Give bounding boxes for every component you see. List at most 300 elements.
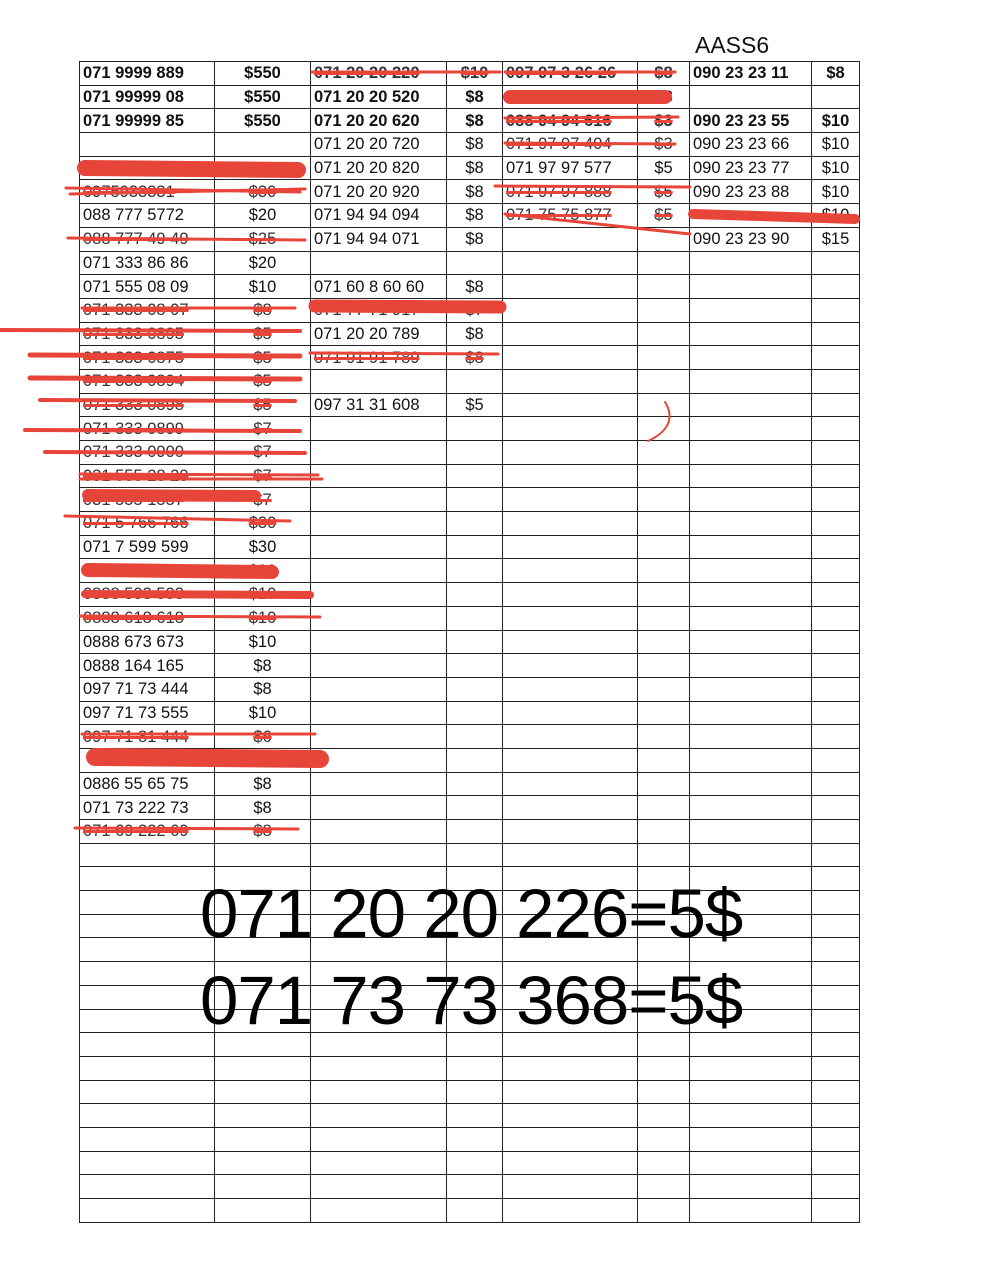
number-cell: [690, 512, 812, 536]
price-cell: [638, 464, 690, 488]
price-cell: [812, 606, 860, 630]
price-cell: $6: [215, 725, 311, 749]
number-cell: [690, 701, 812, 725]
number-cell: [503, 1056, 638, 1080]
number-cell: [80, 748, 215, 772]
price-cell: [638, 820, 690, 844]
number-cell: [690, 843, 812, 867]
number-cell: 071 20 20 920: [311, 180, 447, 204]
number-cell: 031 555 28 29: [80, 464, 215, 488]
number-cell: 090 23 23 90: [690, 227, 812, 251]
number-cell: [690, 204, 812, 228]
price-cell: $10: [812, 133, 860, 157]
price-cell: [638, 630, 690, 654]
number-cell: [80, 843, 215, 867]
price-cell: [638, 772, 690, 796]
price-cell: [812, 393, 860, 417]
price-cell: [638, 393, 690, 417]
number-cell: 071 97 97 577: [503, 156, 638, 180]
number-cell: 0888 593 593: [80, 583, 215, 607]
price-cell: [812, 891, 860, 915]
table-row: [80, 748, 860, 772]
price-cell: [447, 441, 503, 465]
number-cell: 071 20 20 720: [311, 133, 447, 157]
price-cell: [215, 1175, 311, 1199]
price-cell: $10: [447, 62, 503, 86]
table-row: [80, 1199, 860, 1223]
number-cell: 097 71 73 444: [80, 677, 215, 701]
price-cell: [638, 275, 690, 299]
number-cell: [311, 725, 447, 749]
price-cell: [638, 725, 690, 749]
number-cell: [503, 227, 638, 251]
number-cell: [311, 748, 447, 772]
price-cell: [447, 725, 503, 749]
number-cell: [503, 820, 638, 844]
price-cell: $10: [812, 109, 860, 133]
price-cell: [447, 772, 503, 796]
price-cell: $3: [638, 109, 690, 133]
number-cell: 088 777 5772: [80, 204, 215, 228]
price-cell: $8: [447, 85, 503, 109]
price-cell: [447, 1080, 503, 1104]
number-cell: [311, 559, 447, 583]
number-cell: [311, 535, 447, 559]
price-cell: $10: [812, 156, 860, 180]
price-cell: $10: [215, 275, 311, 299]
number-cell: 090 23 23 11: [690, 62, 812, 86]
table-row: [80, 298, 860, 322]
table-row: [80, 275, 860, 299]
price-cell: [447, 677, 503, 701]
table-row: [80, 441, 860, 465]
table-row: [80, 109, 860, 133]
table-row: [80, 606, 860, 630]
price-cell: [812, 369, 860, 393]
price-cell: [447, 512, 503, 536]
number-cell: [311, 820, 447, 844]
price-cell: [447, 583, 503, 607]
number-cell: [311, 583, 447, 607]
table-row: [80, 1151, 860, 1175]
price-cell: $550: [215, 62, 311, 86]
sheet-title: AASS6: [695, 32, 770, 58]
number-cell: 071 99999 08: [80, 85, 215, 109]
price-cell: [447, 606, 503, 630]
price-cell: [447, 843, 503, 867]
table-row: [80, 180, 860, 204]
table-row: [80, 1127, 860, 1151]
number-cell: [503, 677, 638, 701]
table-row: [80, 1104, 860, 1128]
number-cell: [80, 962, 215, 986]
number-cell: [311, 1151, 447, 1175]
number-cell: 0886 55 65 75: [80, 772, 215, 796]
number-cell: [503, 417, 638, 441]
number-cell: [690, 1151, 812, 1175]
price-cell: $30: [215, 535, 311, 559]
price-cell: $10: [812, 204, 860, 228]
price-cell: $5: [638, 156, 690, 180]
number-cell: 071 77 71 917: [311, 298, 447, 322]
number-cell: [80, 1127, 215, 1151]
table-row: [80, 1175, 860, 1199]
number-cell: [80, 1199, 215, 1223]
table-row: [80, 417, 860, 441]
number-cell: [690, 772, 812, 796]
price-cell: $7: [215, 488, 311, 512]
price-cell: [638, 1056, 690, 1080]
number-cell: [311, 251, 447, 275]
price-cell: [812, 914, 860, 938]
price-cell: [812, 464, 860, 488]
price-cell: [638, 417, 690, 441]
table-row: [80, 796, 860, 820]
number-cell: [503, 1175, 638, 1199]
number-cell: [503, 1127, 638, 1151]
number-cell: [80, 156, 215, 180]
price-cell: [812, 843, 860, 867]
price-cell: [447, 701, 503, 725]
number-cell: 071 97 97 888: [503, 180, 638, 204]
price-cell: $5: [447, 393, 503, 417]
number-cell: 071 333 86 86: [80, 251, 215, 275]
price-cell: $20: [215, 251, 311, 275]
price-cell: [812, 701, 860, 725]
price-cell: [812, 488, 860, 512]
number-cell: [503, 251, 638, 275]
price-cell: $25: [215, 227, 311, 251]
number-cell: 090 23 23 77: [690, 156, 812, 180]
price-cell: $8: [215, 298, 311, 322]
number-cell: 090 23 23 55: [690, 109, 812, 133]
number-cell: 088 777 49 49: [80, 227, 215, 251]
number-cell: 071 69 222 69: [80, 820, 215, 844]
price-cell: [447, 488, 503, 512]
price-cell: [638, 488, 690, 512]
number-cell: 071 75 75 877: [503, 204, 638, 228]
price-cell: [812, 1104, 860, 1128]
price-cell: [812, 512, 860, 536]
number-cell: 097 71 81 444: [80, 725, 215, 749]
number-cell: [690, 1104, 812, 1128]
number-cell: [311, 1175, 447, 1199]
price-cell: [812, 1080, 860, 1104]
price-cell: [447, 1175, 503, 1199]
number-cell: [311, 1199, 447, 1223]
table-row: [80, 583, 860, 607]
number-cell: [311, 464, 447, 488]
number-cell: [690, 298, 812, 322]
number-cell: [311, 512, 447, 536]
price-cell: [447, 251, 503, 275]
price-cell: [447, 1151, 503, 1175]
price-cell: $20: [215, 204, 311, 228]
number-cell: 090 23 23 88: [690, 180, 812, 204]
price-cell: [812, 441, 860, 465]
number-cell: [80, 559, 215, 583]
table-row: [80, 204, 860, 228]
price-cell: [215, 843, 311, 867]
number-cell: [503, 843, 638, 867]
table-row: [80, 1056, 860, 1080]
price-cell: $8: [215, 677, 311, 701]
number-cell: 031 555 1557: [80, 488, 215, 512]
price-cell: [812, 535, 860, 559]
price-cell: $20: [215, 559, 311, 583]
price-cell: [447, 1056, 503, 1080]
price-cell: [638, 843, 690, 867]
price-cell: [638, 441, 690, 465]
price-cell: [812, 938, 860, 962]
price-cell: $550: [215, 109, 311, 133]
price-cell: $8: [638, 85, 690, 109]
price-cell: [638, 748, 690, 772]
number-cell: [690, 654, 812, 678]
price-cell: [812, 85, 860, 109]
number-cell: [503, 322, 638, 346]
number-cell: [690, 85, 812, 109]
price-cell: [638, 796, 690, 820]
price-cell: $15: [812, 227, 860, 251]
number-cell: [503, 1199, 638, 1223]
price-cell: [447, 1127, 503, 1151]
number-cell: 071 97 97 404: [503, 133, 638, 157]
price-cell: [812, 298, 860, 322]
price-cell: $8: [447, 133, 503, 157]
number-cell: [311, 677, 447, 701]
number-cell: [503, 701, 638, 725]
number-cell: [690, 630, 812, 654]
number-cell: [690, 1175, 812, 1199]
price-cell: $10: [215, 701, 311, 725]
price-cell: [638, 369, 690, 393]
price-cell: [447, 464, 503, 488]
price-cell: $8: [447, 180, 503, 204]
number-cell: [503, 393, 638, 417]
price-cell: [812, 1033, 860, 1057]
number-cell: [80, 1104, 215, 1128]
price-cell: [812, 346, 860, 370]
price-cell: [638, 1151, 690, 1175]
number-cell: [503, 559, 638, 583]
number-cell: 071 20 20 789: [311, 322, 447, 346]
number-cell: 0888 164 165: [80, 654, 215, 678]
table-row: [80, 772, 860, 796]
price-cell: [812, 772, 860, 796]
number-cell: [690, 1127, 812, 1151]
number-cell: 071 7 599 599: [80, 535, 215, 559]
price-cell: [812, 677, 860, 701]
price-cell: $8: [447, 227, 503, 251]
number-cell: [690, 464, 812, 488]
price-cell: [812, 654, 860, 678]
number-cell: [311, 701, 447, 725]
number-cell: [503, 772, 638, 796]
number-cell: [503, 606, 638, 630]
number-cell: 071 333 0898: [80, 393, 215, 417]
price-cell: [812, 1127, 860, 1151]
number-cell: 071 333 0895: [80, 322, 215, 346]
price-cell: [447, 654, 503, 678]
number-cell: [690, 725, 812, 749]
number-cell: [503, 441, 638, 465]
number-cell: [503, 464, 638, 488]
price-cell: [215, 1080, 311, 1104]
price-cell: $8: [215, 820, 311, 844]
price-cell: [812, 583, 860, 607]
price-cell: $7: [215, 441, 311, 465]
price-cell: [215, 133, 311, 157]
price-cell: $10: [215, 630, 311, 654]
number-cell: 071 333 0875: [80, 346, 215, 370]
price-cell: [638, 701, 690, 725]
number-cell: [690, 417, 812, 441]
price-cell: [812, 1009, 860, 1033]
number-cell: [311, 1104, 447, 1128]
price-cell: $8: [447, 322, 503, 346]
price-cell: [638, 677, 690, 701]
price-cell: [447, 559, 503, 583]
number-cell: 0888 618 618: [80, 606, 215, 630]
price-cell: [812, 251, 860, 275]
number-cell: [690, 275, 812, 299]
number-cell: [690, 393, 812, 417]
number-cell: 071 20 20 820: [311, 156, 447, 180]
price-cell: [447, 748, 503, 772]
price-cell: [638, 322, 690, 346]
number-cell: [503, 275, 638, 299]
number-cell: 071 20 20 220: [311, 62, 447, 86]
number-cell: [311, 772, 447, 796]
number-cell: [503, 298, 638, 322]
number-cell: [311, 606, 447, 630]
number-cell: [503, 1104, 638, 1128]
price-note-1: 071 20 20 226=5$: [200, 875, 743, 952]
price-cell: $8: [812, 62, 860, 86]
table-row: [80, 322, 860, 346]
number-cell: [503, 535, 638, 559]
number-cell: 071 555 08 09: [80, 275, 215, 299]
table-row: [80, 251, 860, 275]
number-cell: 088 94 94 616: [503, 109, 638, 133]
table-row: [80, 630, 860, 654]
number-cell: [80, 1175, 215, 1199]
number-cell: 071 99999 85: [80, 109, 215, 133]
price-cell: $8: [215, 772, 311, 796]
price-cell: $7: [215, 464, 311, 488]
number-cell: 071 20 20 520: [311, 85, 447, 109]
price-cell: [812, 748, 860, 772]
number-cell: [311, 654, 447, 678]
price-cell: [638, 1127, 690, 1151]
number-cell: [503, 369, 638, 393]
price-cell: [215, 1199, 311, 1223]
price-cell: $8: [447, 204, 503, 228]
price-cell: $3: [638, 133, 690, 157]
price-cell: [638, 227, 690, 251]
number-cell: [311, 417, 447, 441]
number-cell: [80, 891, 215, 915]
number-cell: [690, 346, 812, 370]
number-cell: [503, 796, 638, 820]
number-cell: [503, 630, 638, 654]
number-cell: [690, 322, 812, 346]
price-cell: [215, 1127, 311, 1151]
number-cell: [80, 1033, 215, 1057]
price-cell: [447, 796, 503, 820]
price-cell: [447, 820, 503, 844]
number-cell: 071 333 08 07: [80, 298, 215, 322]
price-cell: [447, 369, 503, 393]
number-cell: [503, 488, 638, 512]
price-cell: [812, 322, 860, 346]
number-cell: [690, 535, 812, 559]
price-cell: $8: [215, 796, 311, 820]
price-cell: [638, 654, 690, 678]
price-cell: [638, 1104, 690, 1128]
number-cell: [690, 488, 812, 512]
price-cell: [638, 298, 690, 322]
price-cell: [812, 725, 860, 749]
price-table: [79, 61, 860, 1223]
price-cell: [812, 275, 860, 299]
price-cell: $5: [215, 346, 311, 370]
price-cell: $5: [215, 322, 311, 346]
price-cell: $30: [215, 180, 311, 204]
number-cell: [690, 583, 812, 607]
table-row: [80, 843, 860, 867]
number-cell: [311, 441, 447, 465]
price-cell: [638, 251, 690, 275]
number-cell: [503, 346, 638, 370]
number-cell: [503, 1080, 638, 1104]
table-row: [80, 464, 860, 488]
table-row: [80, 133, 860, 157]
table-row: [80, 85, 860, 109]
number-cell: 097 97 3 26 26: [503, 62, 638, 86]
table-row: [80, 701, 860, 725]
price-cell: [638, 583, 690, 607]
number-cell: 0888 673 673: [80, 630, 215, 654]
number-cell: 071 9999 889: [80, 62, 215, 86]
number-cell: 071 60 8 60 60: [311, 275, 447, 299]
number-cell: 071 333 0900: [80, 441, 215, 465]
number-cell: [311, 1080, 447, 1104]
number-cell: [503, 512, 638, 536]
number-cell: [311, 843, 447, 867]
number-cell: 071 333 0899: [80, 417, 215, 441]
price-cell: $5: [638, 180, 690, 204]
price-cell: [812, 559, 860, 583]
number-cell: [690, 1199, 812, 1223]
number-cell: 071 94 94 071: [311, 227, 447, 251]
number-cell: 071 73 222 73: [80, 796, 215, 820]
number-cell: 0975933331: [80, 180, 215, 204]
price-cell: [812, 1056, 860, 1080]
price-cell: [638, 1175, 690, 1199]
table-row: [80, 535, 860, 559]
number-cell: [503, 725, 638, 749]
price-cell: [447, 1104, 503, 1128]
price-cell: [447, 417, 503, 441]
price-cell: $8: [215, 654, 311, 678]
price-cell: $10: [812, 180, 860, 204]
price-cell: $10: [215, 606, 311, 630]
price-cell: $5: [215, 369, 311, 393]
number-cell: [80, 1056, 215, 1080]
price-cell: $8: [447, 109, 503, 133]
